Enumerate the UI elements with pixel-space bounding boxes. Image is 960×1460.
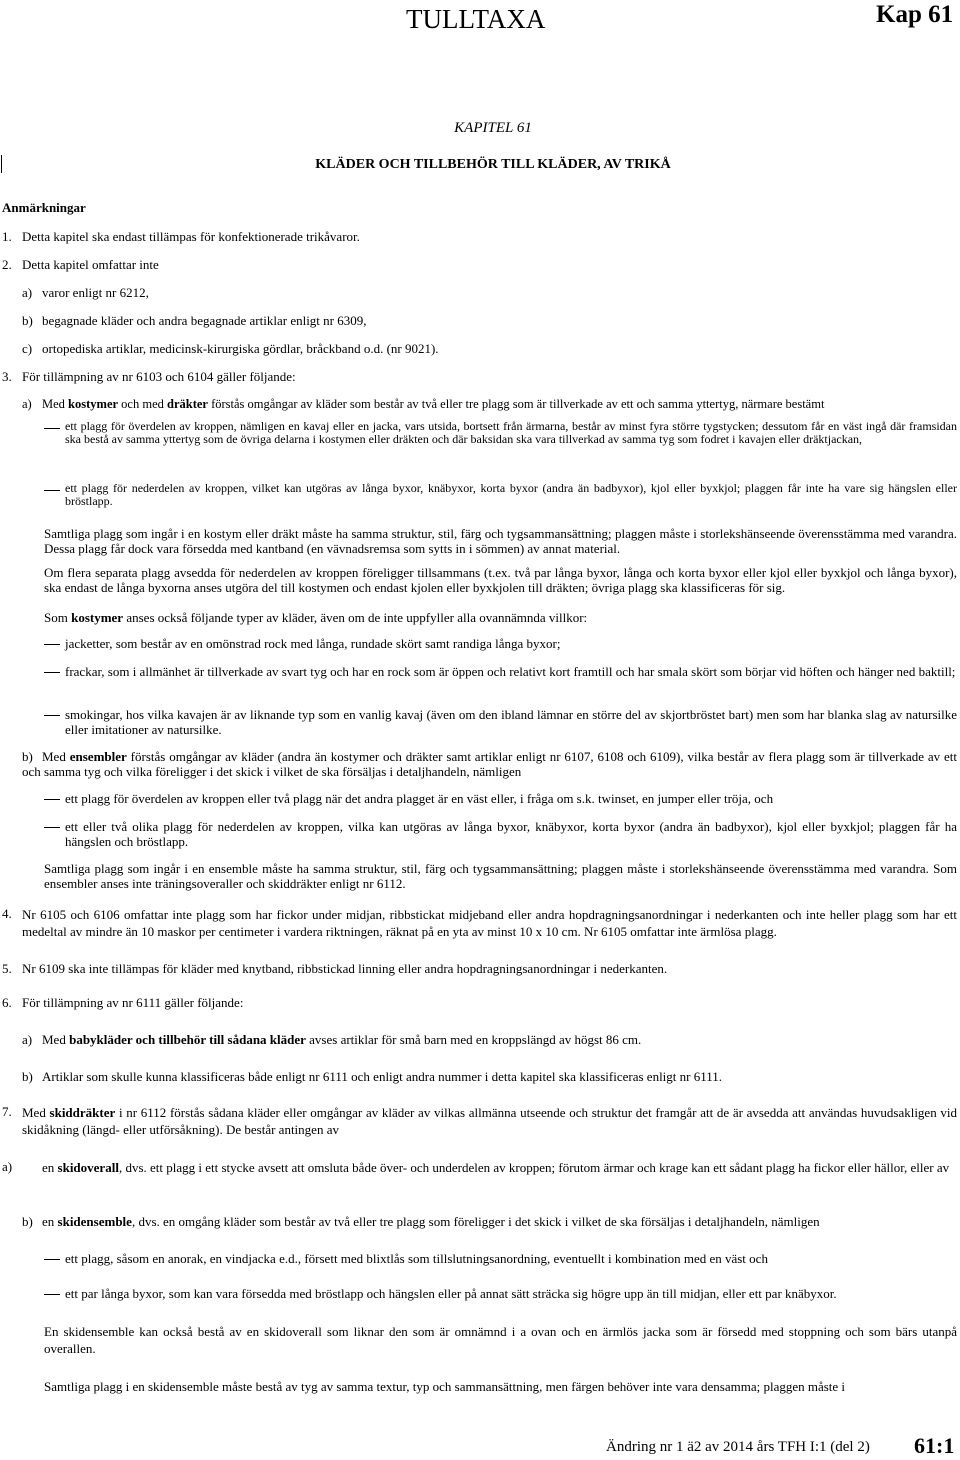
- paragraph: Samtliga plagg i en skidensemble måste bestå av tyg av samma textur, typ och sammansättning, men färgen behöver inte vara densamma; plaggen måste i: [44, 1379, 846, 1394]
- term-skiddrakter: skiddräkter: [49, 1105, 116, 1120]
- text-run: Som: [44, 610, 68, 625]
- item-text: varor enligt nr 6212,: [42, 285, 149, 300]
- item-letter: b): [22, 749, 33, 764]
- remarks-heading: Anmärkningar: [2, 200, 86, 215]
- note-6-item-b: [22, 1069, 722, 1084]
- footer-amendment-note: Ändring nr 1 ä2 av 2014 års TFH I:1 (del 2): [606, 1439, 870, 1455]
- note-2: [2, 257, 159, 272]
- note-number: 1.: [2, 229, 12, 244]
- text-run: Med: [42, 1032, 66, 1047]
- note-text: Detta kapitel omfattar inte: [22, 257, 159, 272]
- term-ensembler: ensembler: [69, 749, 127, 764]
- dash-text: smokingar, hos vilka kavajen är av liknande typ som en vanlig kavaj (även om den ibland lämnar en större del av skjortbröstet bart) men som har blanka slag av natursilke eller imitationer av natursilke.: [65, 707, 957, 737]
- note-4-text: Nr 6105 och 6106 omfattar inte plagg som har fickor under midjan, ribbstickat midjeband eller andra hopdragningsanordningar i nederkanten och inte heller plagg som har ett medeltal av mindre än 10 maskor per centimeter i vardera riktningen, räknat på en yta av minst 10 x 10 cm. Nr 6105 omfattar inte ärmlösa plagg.: [22, 907, 957, 939]
- dash-text: jacketter, som består av en omönstrad rock med långa, rundade skört samt randiga långa byxor;: [65, 636, 561, 651]
- note-3-item-a: [22, 397, 824, 412]
- dash-text: ett plagg för överdelen av kroppen eller två plagg när det andra plagget är en väst eller, i fråga om s.k. twinset, en jumper eller tröja, och: [65, 791, 774, 806]
- page-number: 61:1: [914, 1433, 955, 1458]
- dash-item: [44, 1286, 957, 1301]
- dash-marker: [44, 715, 60, 737]
- note-text: För tillämpning av nr 6111 gäller följande:: [22, 995, 244, 1010]
- kapitel-label: KAPITEL 61: [454, 120, 532, 136]
- dash-text: ett par långa byxor, som kan vara försedda med bröstlapp och hängslen eller på annat sätt sträcka sig högre upp än till midjan, eller ett par knäbyxor.: [65, 1286, 837, 1301]
- dash-marker: [44, 1259, 60, 1266]
- paragraph: En skidensemble kan också bestå av en skidoverall som liknar den som är omnämnd i a ovan och en ärmlös jacka som är försedd med stoppning och som bärs utanpå overallen.: [44, 1324, 957, 1356]
- term-kostymer: kostymer: [68, 397, 119, 411]
- note-7-text: [22, 1104, 957, 1138]
- text-run: , dvs. ett plagg i ett stycke avsett att omsluta både över- och underdelen av kroppen; förutom ärmar och krage kan ett sådant plagg ha fickor eller hällor, eller av: [118, 1160, 950, 1175]
- text-run: , dvs. en omgång kläder som består av två eller tre plagg som föreligger i det skick i vilket de ska försäljas i detaljhandeln, nämligen: [131, 1214, 820, 1229]
- item-letter: b): [22, 313, 33, 328]
- note-2-item-b: [22, 313, 367, 328]
- text-run: Med: [42, 749, 66, 764]
- text-run: en: [42, 1214, 55, 1229]
- dash-item: [44, 482, 957, 508]
- dash-text: ett plagg för nederdelen av kroppen, vilket kan utgöras av långa byxor, knäbyxor, korta byxor (andra än badbyxor), kjol eller byxkjol; plaggen får inte ha vare sig hängslen eller bröstlapp.: [65, 481, 957, 508]
- dash-text: ett plagg för överdelen av kroppen, nämligen en kavaj eller en jacka, vars utsida, bortsett från ärmarna, består av minst fyra större tygstycken; dessutom får en väst ingå där framsidan ska bestå av samma yttertyg som de övriga delarna i kostymen eller dräkten och där baksidan ska vara tillverkad av samma tyg som fodret i kavajen eller dräktjackan,: [65, 419, 957, 446]
- note-3-item-b: [22, 749, 957, 779]
- note-7-a-letter: a): [2, 1159, 13, 1174]
- document-header-title: TULLTAXA: [406, 4, 546, 34]
- paragraph: [44, 610, 587, 625]
- dash-item: [44, 420, 957, 446]
- paragraph: Samtliga plagg som ingår i en kostym eller dräkt måste ha samma struktur, stil, färg och tygsammansättning; plaggen måste i storlekshänseende överensstämma med varandra. Dessa plagg får dock vara försedda med kantband (en vävnadsremsa som sytts in i sömmen) av annat material.: [44, 526, 957, 556]
- chapter-heading: KLÄDER OCH TILLBEHÖR TILL KLÄDER, AV TRIKÅ: [315, 157, 671, 172]
- text-run: en: [42, 1160, 55, 1175]
- item-letter: b): [22, 1069, 33, 1084]
- text-run: Med: [22, 1105, 46, 1120]
- dash-item: [44, 636, 957, 651]
- note-7-item-a: [22, 1159, 957, 1176]
- dash-marker: [44, 799, 60, 806]
- note-7-item-b: [22, 1214, 820, 1229]
- note-7-number: 7.: [2, 1104, 12, 1119]
- dash-marker: [44, 490, 60, 508]
- term-drakter: dräkter: [167, 397, 208, 411]
- dash-item: [44, 664, 957, 679]
- note-6: [2, 995, 243, 1010]
- note-2-item-c: [22, 341, 439, 356]
- note-3: [2, 369, 296, 384]
- term-kostymer: kostymer: [71, 610, 124, 625]
- dash-text: ett plagg, såsom en anorak, en vindjacka e.d., försett med blixtlås som tillslutningsanordning, eventuellt i kombination med en väst och: [65, 1251, 768, 1266]
- note-4-number: 4.: [2, 906, 12, 921]
- dash-item: [44, 819, 957, 849]
- note-text: För tillämpning av nr 6103 och 6104 gäller följande:: [22, 369, 296, 384]
- dash-marker: [44, 827, 60, 849]
- paragraph: Om flera separata plagg avsedda för nederdelen av kroppen föreligger tillsammans (t.ex. två par långa byxor, långa och korta byxor eller kjol eller byxkjol och långa byxor), ska endast de långa byxorna anses utgöra del till kostymen och endast kjolen eller byxkjolen till dräkten; övriga plagg ska klassificeras för sig.: [44, 565, 957, 595]
- item-text: ortopediska artiklar, medicinsk-kirurgiska gördlar, bråckband o.d. (nr 9021).: [42, 341, 439, 356]
- item-text: begagnade kläder och andra begagnade artiklar enligt nr 6309,: [42, 313, 367, 328]
- term-skidoverall: skidoverall: [57, 1160, 119, 1175]
- note-number: 3.: [2, 369, 12, 384]
- term-babyklader: babykläder och tillbehör till sådana kläder: [69, 1032, 306, 1047]
- note-2-item-a: [22, 285, 149, 300]
- note-6-item-a: [22, 1032, 641, 1047]
- item-letter: a): [22, 285, 33, 300]
- item-letter: a): [22, 1032, 33, 1047]
- note-text: Detta kapitel ska endast tillämpas för konfektionerade trikåvaror.: [22, 229, 360, 244]
- dash-marker: [44, 672, 60, 679]
- text-run: i nr 6112 förstås sådana kläder eller omgångar av kläder av vilkas allmänna utseende och struktur det framgår att de är avsedda att användas huvudsakligen vid skidåkning (längd- eller utförsåkning). De består antingen av: [22, 1105, 957, 1137]
- item-letter: b): [22, 1214, 33, 1229]
- dash-text: frackar, som i allmänhet är tillverkade av svart tyg och har en rock som är öppen och relativt kort framtill och har smala skört som börjar vid höften och hänger ned baktill;: [65, 664, 956, 679]
- chapter-label: Kap 61: [876, 1, 954, 28]
- text-run: förstås omgångar av kläder som består av två eller tre plagg som är tillverkade av ett och samma yttertyg, närmare bestämt: [211, 397, 825, 411]
- dash-item: [44, 707, 957, 737]
- note-text: Nr 6109 ska inte tillämpas för kläder med knytband, ribbstickad linning eller andra hopdragningsanordningar i nederkanten.: [22, 961, 668, 976]
- text-run: anses också följande typer av kläder, även om de inte uppfyller alla ovannämnda villkor:: [126, 610, 588, 625]
- text-run: Med: [42, 397, 65, 411]
- note-1: [2, 229, 360, 244]
- item-letter: a): [22, 397, 32, 411]
- note-number: 5.: [2, 961, 12, 976]
- dash-item: [44, 791, 957, 806]
- dash-item: [44, 1251, 957, 1266]
- dash-marker: [44, 1294, 60, 1301]
- text-run: och med: [121, 397, 164, 411]
- text-run: förstås omgångar av kläder (andra än kostymer och dräkter samt artiklar enligt nr 6107, 6108 och 6109), vilka består av flera plagg som är tillverkade av ett och samma tyg och vilka föreligger i det skick i vilket de ska försäljas i detaljhandeln, nämligen: [22, 749, 958, 779]
- note-5: [2, 961, 667, 976]
- note-number: 2.: [2, 257, 12, 272]
- item-letter: c): [22, 341, 33, 356]
- paragraph: Samtliga plagg som ingår i en ensemble måste ha samma struktur, stil, färg och tygsammansättning; plaggen måste i storlekshänseende överensstämma med varandra. Som ensembler anses inte träningsoveraller och skiddräkter enligt nr 6112.: [44, 861, 957, 891]
- dash-text: ett eller två olika plagg för nederdelen av kroppen, vilka kan utgöras av långa byxor, knäbyxor, korta byxor (andra än badbyxor), kjol eller byxkjol; plaggen får ha hängslen och bröstlapp.: [65, 819, 957, 849]
- term-skidensemble: skidensemble: [57, 1214, 132, 1229]
- item-text: Artiklar som skulle kunna klassificeras både enligt nr 6111 och enligt andra nummer i detta kapitel ska klassificeras enligt nr 6111.: [42, 1069, 723, 1084]
- note-number: 6.: [2, 995, 12, 1010]
- dash-marker: [44, 428, 60, 446]
- dash-marker: [44, 644, 60, 651]
- text-run: avses artiklar för små barn med en kroppslängd av högst 86 cm.: [309, 1032, 642, 1047]
